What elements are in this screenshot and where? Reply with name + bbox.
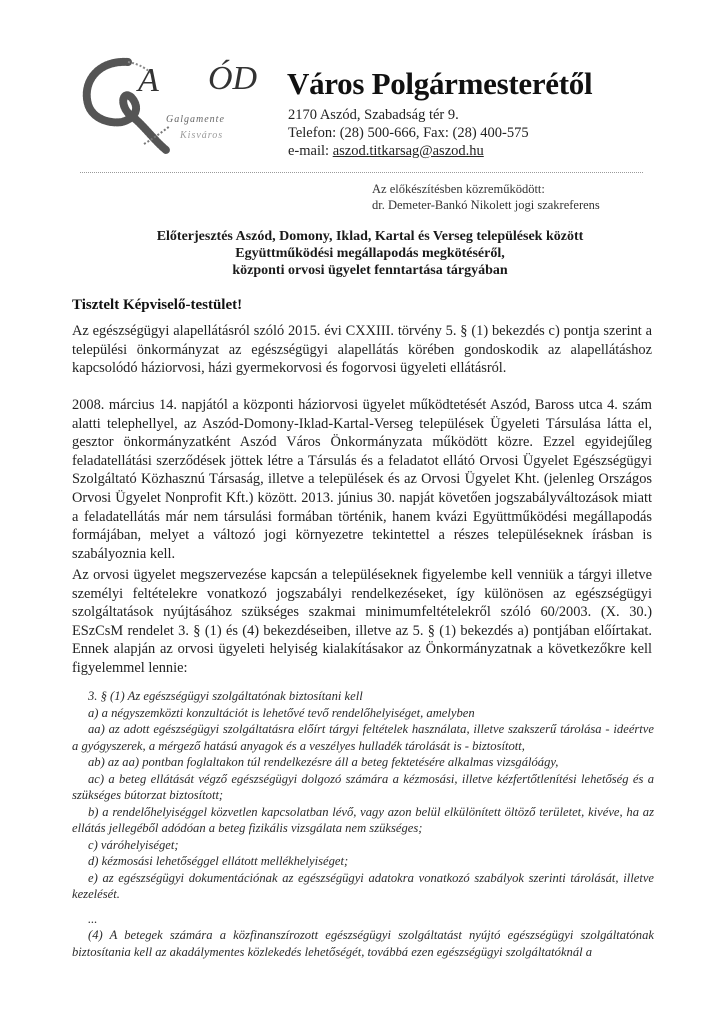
email-label: e-mail: xyxy=(288,143,333,159)
header-separator xyxy=(80,172,643,173)
title-line: központi orvosi ügyelet fenntartása tárgyában xyxy=(232,263,508,278)
quote-line: d) kézmosási lehetőséggel ellátott mellékhelyiséget; xyxy=(88,854,349,868)
title-line: Együttműködési megállapodás megkötéséről, xyxy=(235,246,505,261)
salutation: Tisztelt Képviselő-testület! xyxy=(72,297,243,313)
quote-line: c) váróhelyiséget; xyxy=(88,837,179,852)
quote-line: 3. § (1) Az egészségügyi szolgáltatónak biztosítani kell xyxy=(88,689,363,703)
document-title xyxy=(90,228,650,279)
logo-letters-od: ÓD xyxy=(208,60,258,97)
body-paragraph: 2008. március 14. napjától a központi háziorvosi ügyelet működtetését Aszód, Baross utca 4. szám alatti telephellyel, az Aszód-Domony-Iklad-Kartal-Verseg települések Ügyeleti Társulása látta el, gesztor önkormányzatként Aszód Város Önkormányzata működött közre. Ezzel egyidejűleg feladatellátási szerződések jöttek létre a Társulás és a feladatot ellátó Orvosi Ügyelet Egészségügyi Szolgáltató Közhasznú Társaság, illetve a települések és az Orvosi Ügyelet Kht. (jelenleg Országos Orvosi Ügyelet Nonprofit Kft.) között. 2013. június 30. napját követően jogszabályváltozások miatt a feladatellátás már nem társulási formában történik, hanem kvázi Együttműködési megállapodás formájában, melyet a változó jogi környezetre tekintettel a részes településeknek írásban is szabályoznia kell. xyxy=(72,397,652,562)
logo-caption-1: Galgamente xyxy=(166,114,225,125)
quote-line: aa) az adott egészségügyi szolgáltatásra előírt tárgyi feltételek használata, illetve szakszerű tárolása - ideértve a gyógyszerek, a mérgező hatású anyagok és a veszélyes hulladék tárolását is - biztosított, xyxy=(72,722,654,753)
body-paragraph: Az egészségügyi alapellátásról szóló 2015. évi CXXIII. törvény 5. § (1) bekezdés c) pontja szerint a települési önkormányzat az egészségügyi alapellátás körében gondoskodik az alapellátáshoz kapcsolódó háziorvosi, házi gyermekorvosi és fogorvosi ügyeleti ellátásról. xyxy=(72,323,652,377)
quote-line: ac) a beteg ellátását végző egészségügyi dolgozó számára a kézmosási, illetve kézfertőtlenítési lehetőség és a szükséges bútorzat biztosított; xyxy=(72,771,654,802)
body-paragraph: Az orvosi ügyelet megszervezése kapcsán a településeknek figyelembe kell venniük a tárgyi illetve személyi feltételekre vonatkozó jogszabályi rendelkezéseket, így különösen az egészségügyi szolgáltatások nyújtásához szükséges szakmai minimumfeltételekről szóló 60/2003. (X. 30.) ESzCsM rendelet 3. § (1) és (4) bekezdéseiben, illetve az 5. § (1) bekezdés a) pontjában előírtakat. Ennek alapján az orvosi ügyeleti helyiség kialakításakor az Önkormányzatnak a következőkre kell figyelemmel lennie: xyxy=(72,567,652,676)
office-address: 2170 Aszód, Szabadság tér 9. xyxy=(288,107,459,123)
quote-line: e) az egészségügyi dokumentációnak az egészségügyi adatokra vonatkozó szabályok szerinti tárolását, illetve kezelését. xyxy=(72,870,654,901)
email-link[interactable]: aszod.titkarsag@aszod.hu xyxy=(332,143,484,159)
quote-line: a) a négyszemközti konzultációt is lehetővé tevő rendelőhelyiséget, amelyben xyxy=(88,705,475,720)
office-title: Város Polgármesterétől xyxy=(287,66,593,101)
prepared-by-name: dr. Demeter-Bankó Nikolett jogi szakreferens xyxy=(372,198,600,212)
logo-caption-2: Kisváros xyxy=(180,130,224,141)
quote-line: ab) az aa) pontban foglaltakon túl rendelkezésre áll a beteg fektetésére alkalmas vizsgálóágy, xyxy=(88,755,559,769)
quote-line: b) a rendelőhelyiséggel közvetlen kapcsolatban lévő, vagy azon belül elkülönített öltöző területet, kivéve, ha az ellátás jellegéből adódóan a beteg fizikális vizsgálata nem szükséges; xyxy=(72,804,654,835)
quote-ellipsis: ... xyxy=(88,911,98,926)
title-line: Előterjesztés Aszód, Domony, Iklad, Kartal és Verseg települések között xyxy=(156,229,584,244)
office-email-line xyxy=(288,143,484,160)
logo-letter-a: A xyxy=(138,62,159,99)
office-phone-fax: Telefon: (28) 500-666, Fax: (28) 400-575 xyxy=(288,125,529,141)
quote-line: (4) A betegek számára a közfinanszírozott egészségügyi szolgáltatást nyújtó egészségügyi szolgáltatónak biztosítania kell az akadálymentes közlekedés lehetőségét, továbbá ezen egészségügyi szolgáltatóknál a xyxy=(72,928,654,959)
prepared-by-label: Az előkészítésben közreműködött: xyxy=(372,182,545,196)
regulation-quote xyxy=(72,688,654,960)
